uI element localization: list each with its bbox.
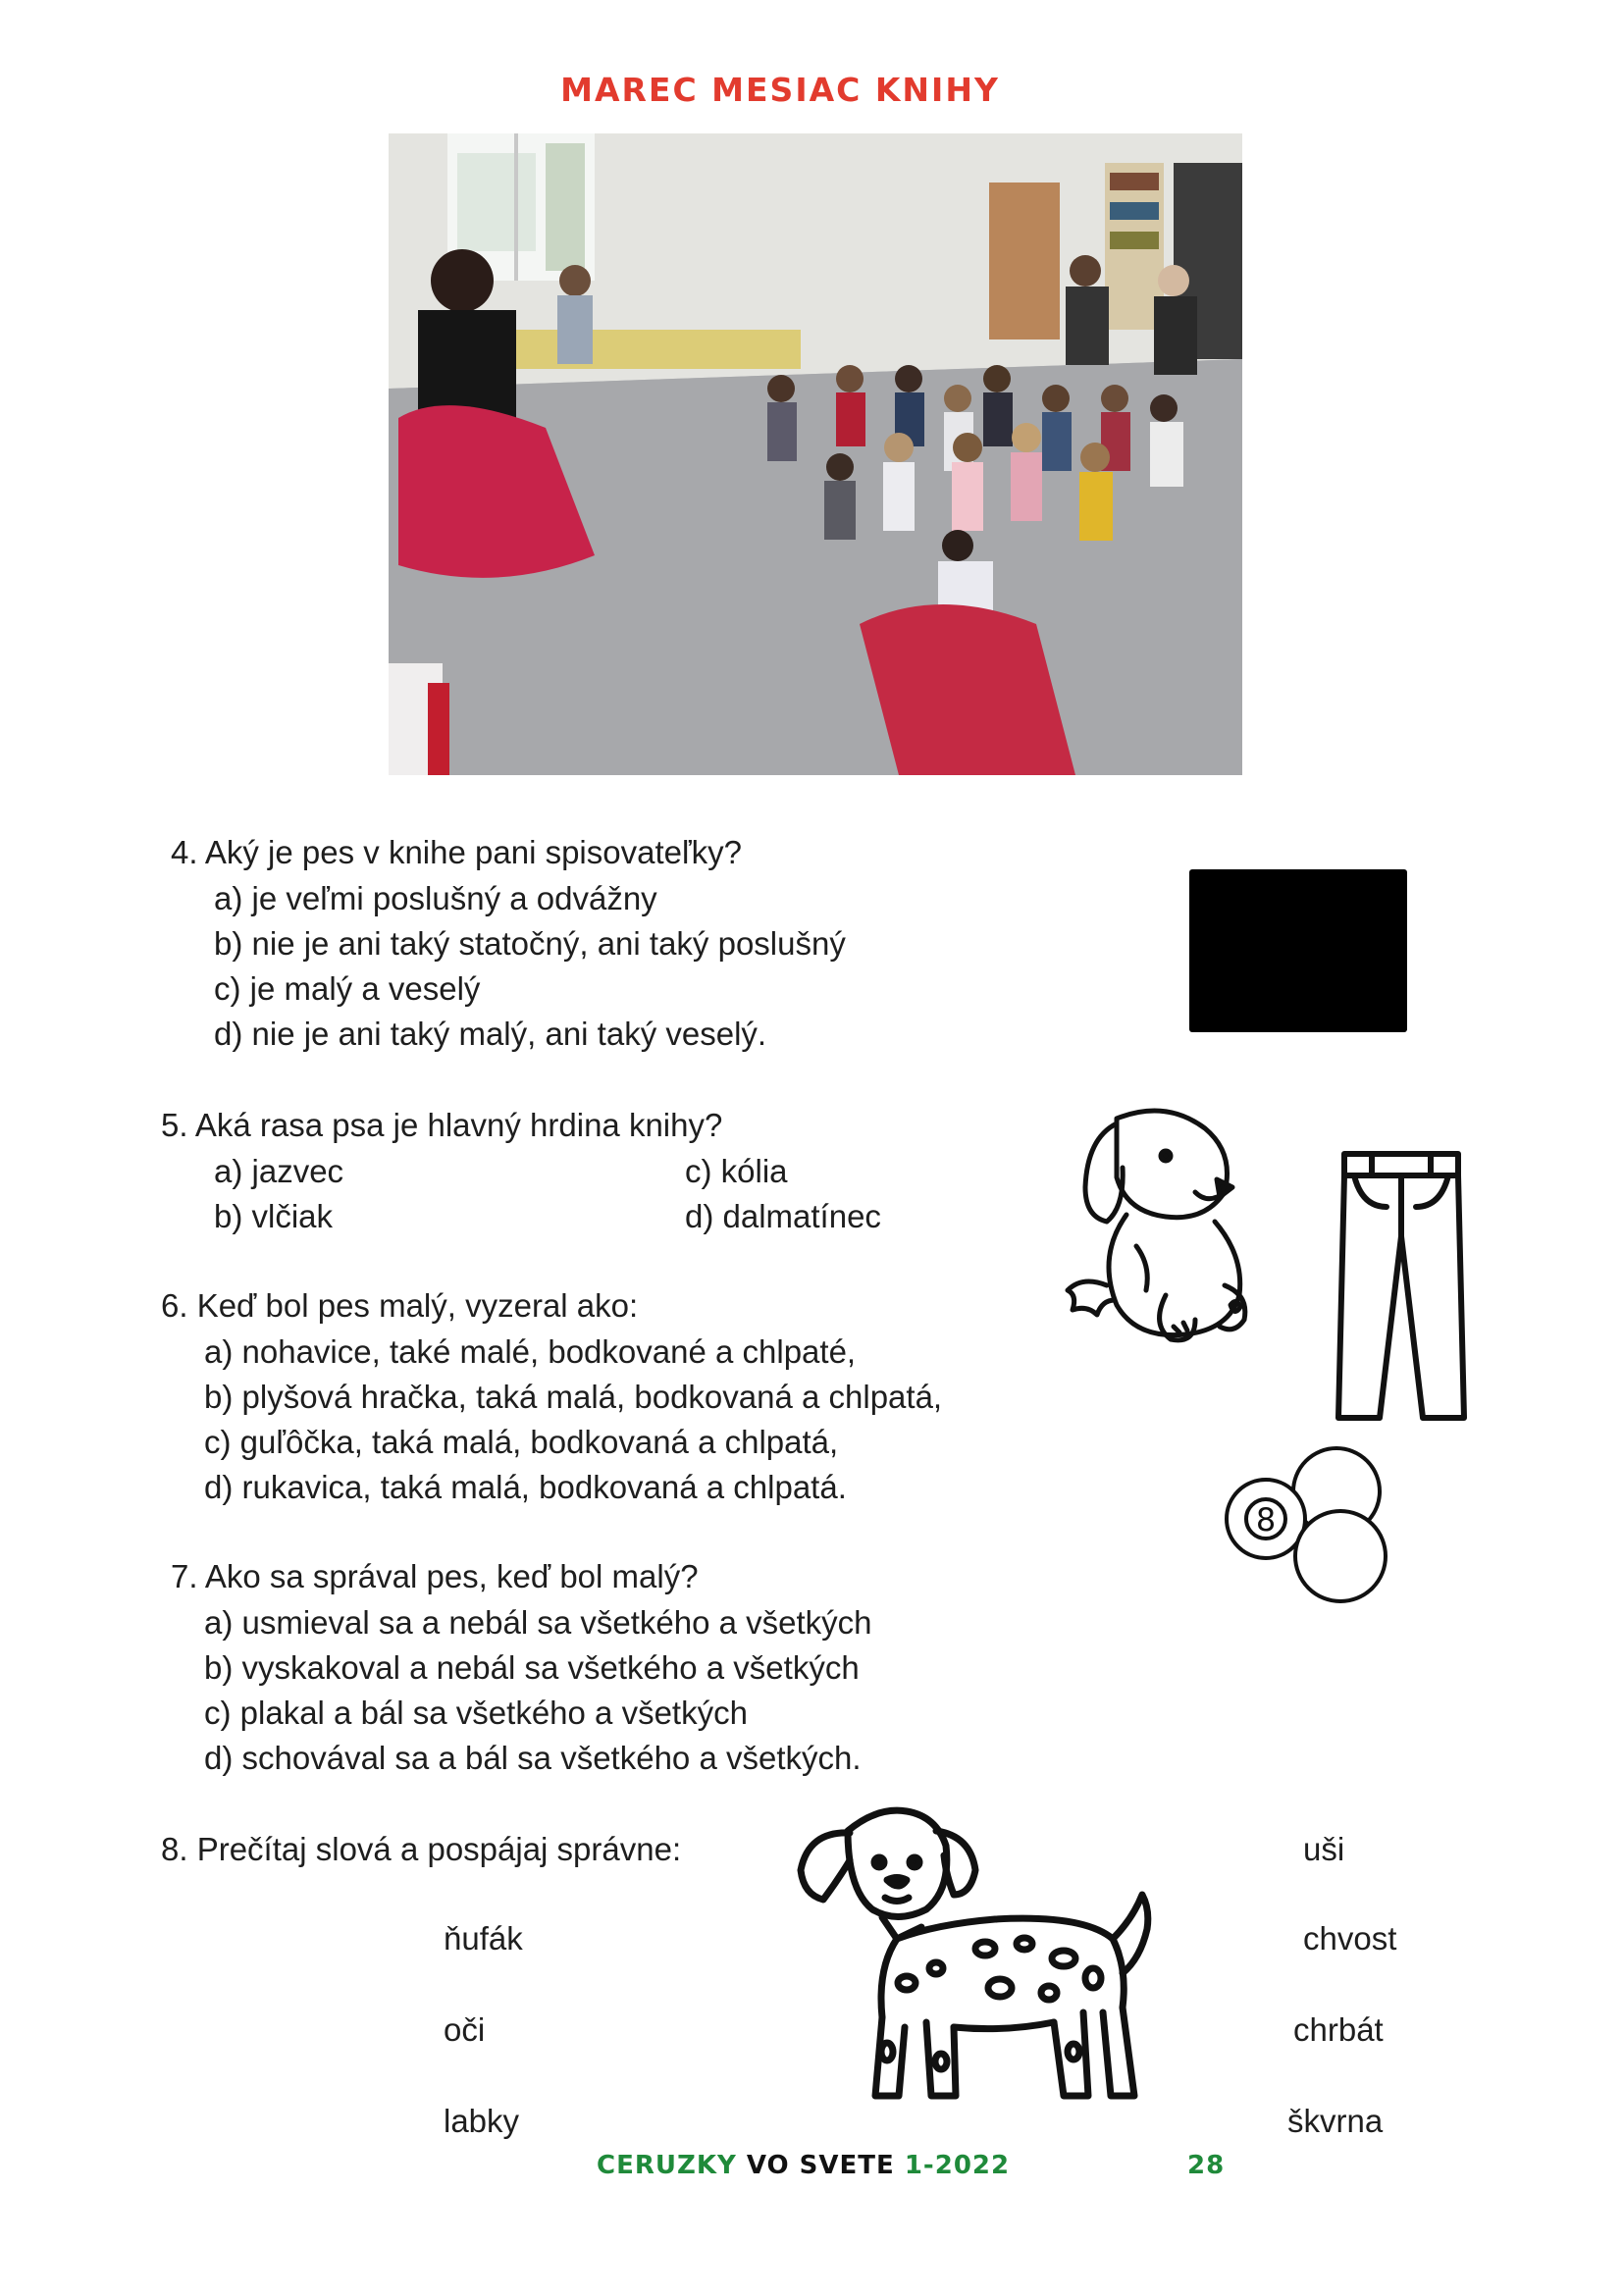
match-word-left-2: oči — [444, 2011, 486, 2048]
question-4-option-b: b) nie je ani taký statočný, ani taký poslušný — [214, 925, 846, 962]
match-word-left-3: labky — [444, 2103, 520, 2139]
question-8: 8. Prečítaj slová a pospájaj správne: — [161, 1831, 682, 1867]
question-7-option-c: c) plakal a bál sa všetkého a všetkých — [204, 1695, 748, 1731]
match-word-right-4: škvrna — [1287, 2103, 1384, 2139]
question-6-option-d: d) rukavica, taká malá, bodkovaná a chlpatá. — [204, 1469, 847, 1505]
match-word-right-3: chrbát — [1293, 2011, 1384, 2048]
question-6: 6. Keď bol pes malý, vyzeral ako: — [161, 1287, 639, 1324]
question-7: 7. Ako sa správal pes, keď bol malý? — [171, 1558, 699, 1594]
page-number: 28 — [1187, 2151, 1226, 2180]
question-6-option-b: b) plyšová hračka, taká malá, bodkovaná a chlpatá, — [204, 1379, 943, 1415]
ball-number: 8 — [1255, 1501, 1277, 1539]
plush-toy-dog-icon — [1058, 1099, 1264, 1364]
storytelling-photo — [389, 133, 1242, 775]
footer-brand — [597, 2151, 1010, 2180]
footer-brand-part1: CERUZKY — [597, 2151, 737, 2180]
question-4-option-d: d) nie je ani taký malý, ani taký veselý. — [214, 1016, 767, 1052]
question-5-option-d: d) dalmatínec — [685, 1198, 881, 1234]
match-word-right-1: uši — [1303, 1831, 1345, 1867]
question-6-option-a: a) nohavice, také malé, bodkované a chlpaté, — [204, 1333, 857, 1370]
question-5-option-b: b) vlčiak — [214, 1198, 334, 1234]
question-4: 4. Aký je pes v knihe pani spisovateľky? — [171, 834, 742, 870]
question-6-option-c: c) guľôčka, taká malá, bodkovaná a chlpatá, — [204, 1424, 839, 1460]
question-7-option-d: d) schovával sa a bál sa všetkého a všetkých. — [204, 1740, 862, 1776]
question-4-option-c: c) je malý a veselý — [214, 970, 481, 1007]
question-5-option-a: a) jazvec — [214, 1153, 344, 1189]
balls-icon — [1221, 1444, 1393, 1605]
trousers-icon — [1333, 1148, 1470, 1423]
classroom-photo-illustration — [389, 133, 1242, 775]
dalmatian-dog-icon — [789, 1801, 1162, 2125]
question-4-option-a: a) je veľmi poslušný a odvážny — [214, 880, 657, 916]
match-word-left-1: ňufák — [444, 1920, 523, 1957]
question-7-option-a: a) usmieval sa a nebál sa všetkého a všetkých — [204, 1604, 872, 1641]
question-7-option-b: b) vyskakoval a nebál sa všetkého a všetkých — [204, 1649, 860, 1686]
question-5: 5. Aká rasa psa je hlavný hrdina knihy? — [161, 1107, 723, 1143]
match-word-right-2: chvost — [1303, 1920, 1397, 1957]
question-5-option-c: c) kólia — [685, 1153, 788, 1189]
footer-brand-part2: VO SVETE — [736, 2151, 905, 2180]
footer-issue: 1-2022 — [904, 2151, 1011, 2180]
page-title: MAREC MESIAC KNIHY — [560, 71, 1000, 109]
redacted-block — [1189, 869, 1407, 1032]
